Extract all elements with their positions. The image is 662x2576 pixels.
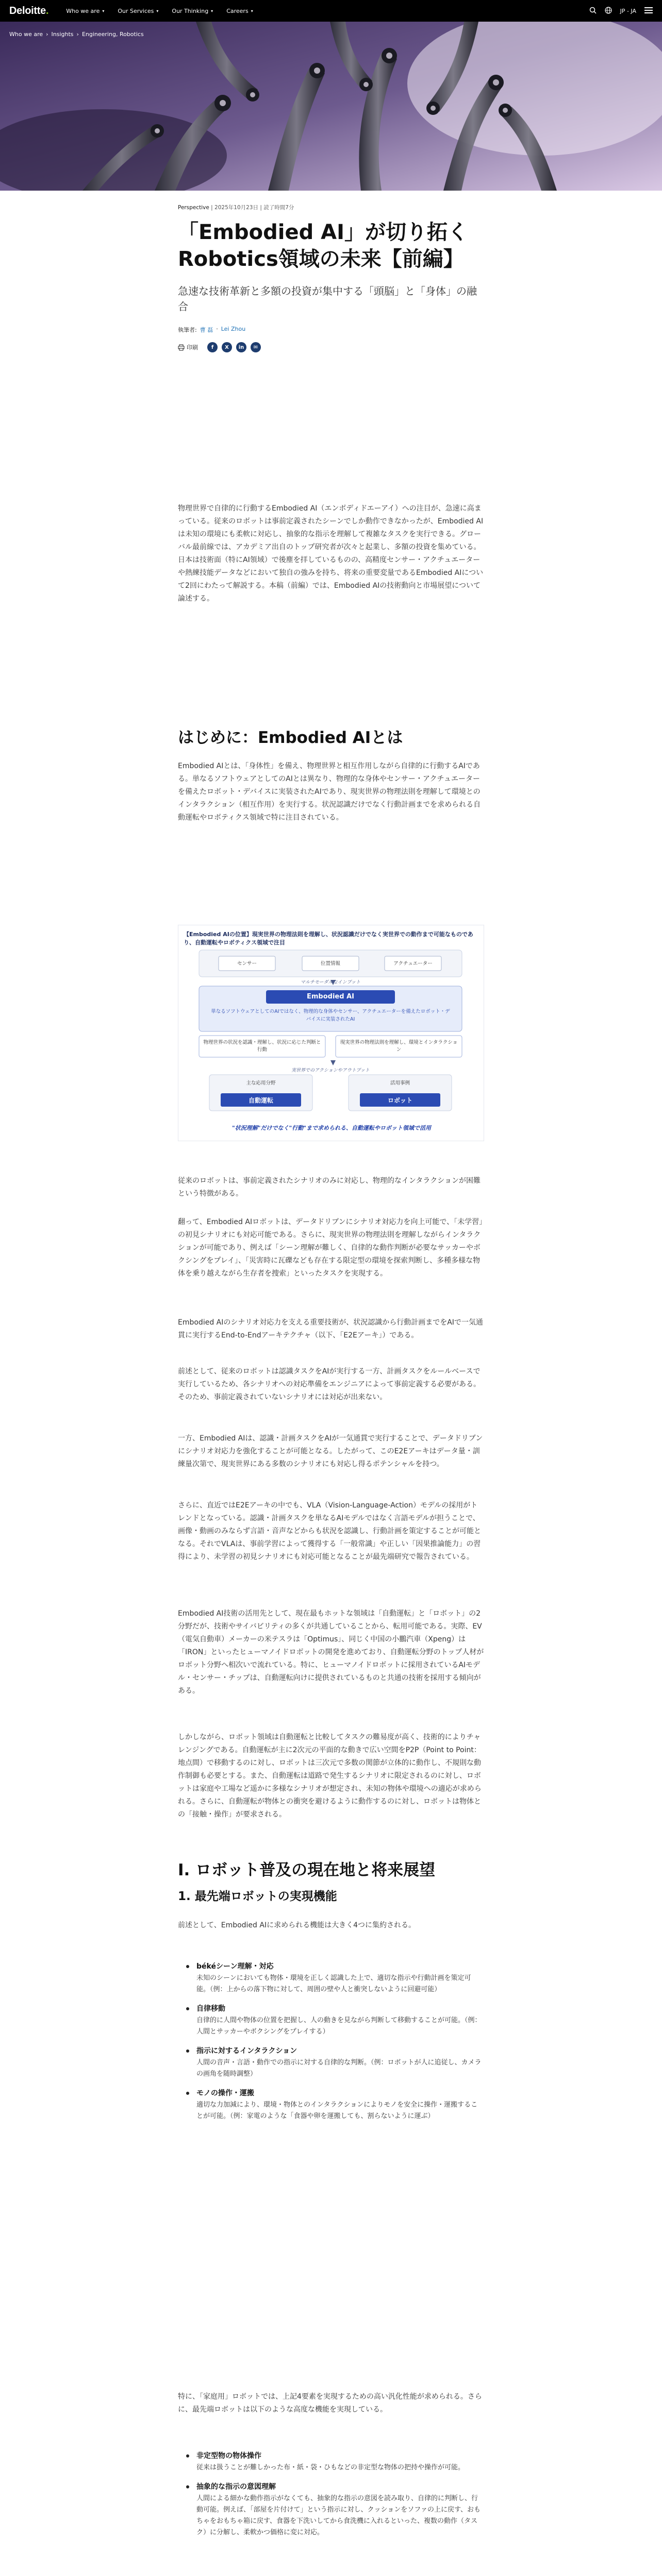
- paragraph: Embodied AI技術の活用先として、現在最もホットな領域は「自動運転」と「ロボット」の2分野だが、技術やサイバビリティの多くが共通していることから、転用可能である。実際、EV（電気自動車）メーカーの米テスラは「Optimus」、同じく中国の小鵬汽車（Xpeng）は「IRON」といったヒューマノイドロボットの開発を進めており、自動運転分野のトップ人材がロボット分野へ相次いで流れている。特に、ヒューマノイドロボットに採用されているAIモデル・センサー・チップは、自動運転向けに提供されているものと共通の技術を採用する傾向がある。: [178, 1609, 484, 1695]
- paragraph: 前述として、Embodied AIに求められる機能は大きく4つに集約される。: [178, 1921, 416, 1929]
- autonomous-driving-label: 自動運転: [248, 1097, 273, 1104]
- nav-utilities: [589, 7, 653, 15]
- print-button[interactable]: [178, 343, 198, 351]
- position-label: 位置情報: [320, 961, 340, 967]
- author-link[interactable]: 曹 磊: [200, 327, 213, 333]
- list-item: [178, 1960, 484, 1995]
- figure-title: 【Embodied AIの位置】現実世界の物理法則を理解し、状況認識だけでなく実世界での動作まで可能なものであり、自動運転やロボティクス領域で注目: [184, 931, 473, 946]
- nav-item-our-thinking[interactable]: [172, 8, 213, 14]
- globe-icon[interactable]: [605, 7, 612, 15]
- list-item-title: 非定型物の物体操作: [196, 2452, 261, 2460]
- paragraph: 前述として、従来のロボットは認識タスクをAIが実行する一方、計画タスクをルールベースで実行しているため、各シナリオへの対応準備をエンジニアによって事前定義する必要がある。そのため、事前定義されていないシナリオには対応が出来ない。: [178, 1367, 481, 1401]
- list-item-description: 自律的に人間や物体の位置を把握し、人の動きを見ながら判断して移動することが可能。（例：人間とサッカーやボクシングをプレイする）: [196, 2016, 482, 2036]
- facebook-share-icon[interactable]: f: [207, 342, 218, 352]
- logo-text: Deloitte: [9, 5, 46, 16]
- hero-image: [0, 22, 662, 191]
- nav-label: Our Thinking: [172, 7, 209, 14]
- subsection-heading-capabilities: 1. 最先端ロボットの実現機能: [178, 1890, 337, 1903]
- core-description: 単なるソフトウェアとしてのAIではなく、物理的な身体やセンサー、アクチュエーターを備えたロボット・デバイスに実装されたAI: [211, 1009, 450, 1022]
- application-tag: 主な応用分野: [246, 1080, 276, 1086]
- page-subtitle: 急速な技術革新と多額の投資が集中する「頭脳」と「身体」の融合: [178, 285, 477, 313]
- advanced-capability-list: [178, 2450, 484, 2546]
- paragraph: 従来のロボットは、事前定義されたシナリオのみに対応し、物理的なインタラクションが困難という特徴がある。: [178, 1177, 481, 1198]
- nav-label: Who we are: [66, 7, 100, 14]
- list-item-description: 人間による細かな動作指示がなくても、抽象的な指示の意図を読み取り、自律的に判断し、行動可能。例えば、「部屋を片付けて」という指示に対し、クッションをソファの上に戻す、おもちゃをおもちゃ箱に戻す、食器を下洗いしてから食洗機に入れるといった、複数の動作（タスク）に分解し、柔軟かつ価格に変に対応。: [196, 2495, 481, 2536]
- list-item: [178, 2450, 484, 2473]
- author-separator: ·: [216, 326, 218, 332]
- output-band-label: 実世界でのアクションやアウトプット: [291, 1068, 370, 1073]
- interaction-box: 現実世界の物理法則を理解し、環境とインタラクション: [340, 1040, 458, 1053]
- robot-arms-illustration: [0, 22, 662, 191]
- article-type: Perspective: [178, 205, 209, 211]
- paragraph: しかしながら、ロボット領域は自動運転と比較してタスクの難易度が高く、技術的によりチャレンジングである。自動運転が主に2次元の平面的な動きで広い空間をP2P（Point to Point：地点間）で移動するのに対し、ロボットは三次元で多数の関節が立体的に動作し、不規則な動作制御も必要とする。また、自動運転は道路で発生するシナリオに限定されるのに対し、ロボットは家庭や工場など遥かに多様なシナリオが想定され、未知の物体や環境への適応が求められる。さらに、自動運転が物体との衝突を避けるように動作するのに対し、ロボットは物体との「接触・操作」が要求される。: [178, 1733, 482, 1819]
- capability-list: [178, 1960, 484, 2129]
- diagram-graphic: [178, 925, 485, 1142]
- deloitte-logo[interactable]: [9, 5, 48, 17]
- paragraph: 特に、「家庭用」ロボットでは、上記4要素を実現するための高い汎化性能が求められる。さらに、最先端ロボットは以下のような高度な機能を実現している。: [178, 2393, 482, 2414]
- breadcrumb-separator: ›: [46, 31, 48, 38]
- paragraph: 翻って、Embodied AIロボットは、データドリブンにシナリオ対応力を向上可能で、「未学習」の初見シナリオにも対応可能である。さらに、現実世界の物理法則を理解しながらインタラクションが可能であり、例えば「シーン理解が難しく、自律的な動作判断が必要なサッカーやボクシングをプレイ」、「災害時に瓦礫なども存在する限定型の環境を探索判断し、多種多様な物体を乗り越えながら生存者を捜索」といったタスクを実現する。: [178, 1218, 483, 1278]
- breadcrumb-item[interactable]: Who we are: [9, 31, 43, 38]
- list-item-description: 適切な力加減により、環境・物体とのインタラクションによりモノを安全に操作・運搬することが可能。（例：家電のような「食器や卵を運搬しても、割らないように運ぶ）: [196, 2101, 478, 2120]
- nav-item-who-we-are[interactable]: [66, 8, 104, 14]
- list-item: [178, 2481, 484, 2538]
- list-item-description: 人間の音声・言語・動作での指示に対する自律的な判断。（例：ロボットが人に追従し、カメラの画角を随時調整）: [196, 2059, 482, 2078]
- share-bar: [178, 342, 484, 352]
- chevron-down-icon: ▾: [156, 8, 159, 13]
- list-item-title: 自律移動: [196, 2005, 225, 2013]
- page-title: 「Embodied AI」が切り拓くRobotics領域の未来【前編】: [178, 221, 468, 271]
- printer-icon: [178, 344, 185, 351]
- paragraph: Embodied AIのシナリオ対応力を支える重要技術が、状況認識から行動計画までをAIで一気通貫に実行するEnd-to-Endアーキテクチャ（以下、「E2Eアーキ」）である。: [178, 1318, 483, 1340]
- nav-label: Careers: [226, 7, 249, 14]
- embodied-ai-core-label: Embodied AI: [307, 993, 354, 1001]
- nav-label: Our Services: [118, 7, 154, 14]
- section-heading-robot-spread: I. ロボット普及の現在地と将来展望: [178, 1861, 436, 1879]
- list-item: [178, 2087, 484, 2122]
- region-selector[interactable]: JP - JA: [620, 7, 636, 14]
- read-time: 読了時間7分: [263, 205, 294, 211]
- list-item: [178, 2045, 484, 2080]
- meta-separator: |: [260, 205, 264, 211]
- author-label: 執筆者:: [178, 327, 197, 333]
- nav-item-careers[interactable]: [226, 8, 253, 14]
- chevron-down-icon: ▾: [102, 8, 105, 13]
- breadcrumb-item[interactable]: Engineering, Robotics: [81, 31, 144, 38]
- publish-date: 2025年10月23日: [214, 205, 258, 211]
- figure-caption: "状況理解"だけでなく"行動"まで求められる、自動運転やロボット領域で活用: [232, 1125, 431, 1131]
- section-heading-intro: はじめに：Embodied AIとは: [178, 728, 403, 747]
- author-line: [178, 326, 484, 334]
- breadcrumb-separator: ›: [76, 31, 79, 38]
- list-item-description: 未知のシーンにおいても物体・環境を正しく認識した上で、適切な指示や行動計画を策定可能。（例：上からの落下物に対して、周囲の壁や人と衝突しないように回避可能）: [196, 1974, 471, 1993]
- nav-item-our-services[interactable]: [118, 8, 158, 14]
- recognition-box: 物理世界の状況を認識・理解し、状況に応じた判断と行動: [203, 1040, 321, 1053]
- breadcrumb-item[interactable]: Insights: [51, 31, 74, 38]
- logo-dot: .: [45, 5, 49, 16]
- print-label: 印刷: [187, 344, 198, 351]
- list-item-title: 抽象的な指示の意図理解: [196, 2483, 276, 2491]
- list-item-title: békéシーン理解・対応: [196, 1962, 274, 1971]
- chevron-down-icon: ▾: [211, 8, 213, 13]
- x-share-icon[interactable]: X: [222, 342, 232, 352]
- input-band-label: マルチモーダルなインプット: [300, 980, 360, 985]
- list-item-title: モノの操作・運搬: [196, 2089, 254, 2097]
- embodied-ai-diagram: [178, 925, 484, 1141]
- list-item-description: 従来は扱うことが難しかった布・紙・袋・ひもなどの非定型な物体の把持や操作が可能。: [196, 2464, 465, 2471]
- paragraph: Embodied AIとは、「身体性」を備え、物理世界と相互作用しながら自律的に行動するAIである。単なるソフトウェアとしてのAIとは異なり、物理的な身体やセンサー・アクチュエーターを備えたロボット・デバイスに実装されたAIであり、現実世界の物理法則を理解して環境とのインタラクション（相互作用）を実行する。状況認識だけでなく行動計画までを求められる自動運転やロボティクス領域で特に注目されている。: [178, 762, 481, 822]
- breadcrumb: [9, 31, 144, 38]
- search-icon[interactable]: [589, 7, 597, 15]
- meta-separator: |: [211, 205, 215, 211]
- robot-label: ロボット: [387, 1097, 412, 1104]
- email-share-icon[interactable]: ✉: [251, 342, 261, 352]
- chevron-down-icon: ▾: [251, 8, 253, 13]
- usecase-tag: 活用事例: [390, 1080, 410, 1086]
- article-meta: [178, 204, 484, 211]
- hamburger-icon[interactable]: [644, 7, 653, 15]
- list-item-title: 指示に対するインタラクション: [196, 2047, 297, 2055]
- sensor-label: センサー: [237, 961, 257, 967]
- linkedin-share-icon[interactable]: in: [236, 342, 246, 352]
- list-item: [178, 2003, 484, 2038]
- top-navigation-bar: [0, 0, 662, 22]
- paragraph: さらに、直近ではE2Eアーキの中でも、VLA（Vision-Language-Action）モデルの採用がトレンドとなっている。認識・計画タスクを単なるAIモデルではなく言語モデルが担うことで、画像・動画のみならず言語・音声などからも状況を認識し、行動計画を策定することが可能となる。それでVLAは、事前学習によって獲得する「一般常識」や正しい「因果推論能力」の習得により、未学習の初見シナリオにも対応可能となることが最先端研究で報告されている。: [178, 1501, 481, 1561]
- paragraph: 一方、Embodied AIは、認識・計画タスクをAIが一気通貫で実行することで、データドリブンにシナリオ対応力を強化することが可能となる。したがって、このE2Eアーキはデータ量・訓練量次第で、現実世界にある多数のシナリオにも対応し得るポテンシャルを持つ。: [178, 1434, 483, 1468]
- author-link[interactable]: Lei Zhou: [221, 326, 246, 332]
- actuator-label: アクチュエーター: [393, 961, 433, 967]
- intro-paragraph: 物理世界で自律的に行動するEmbodied AI（エンボディドエーアイ）への注目が、急速に高まっている。従来のロボットは事前定義されたシーンでしか動作できなかったが、Embodied AIは未知の環境にも柔軟に対応し、抽象的な指示を理解して複雑なタスクを実行できる。グローバル最前線では、アカデミア出自のトップ研究者が次々と起業し、多額の投資を集めている。日本は技術面（特にAI領域）で後塵を拝しているものの、高精度センサー・アクチュエーターや熱練技能データなどにおいて独自の強みを持ち、将来の重要変量であるEmbodied AIについて2回にわたって解説する。本稿（前編）では、Embodied AIの技術動向と市場展望について論述する。: [178, 504, 484, 603]
